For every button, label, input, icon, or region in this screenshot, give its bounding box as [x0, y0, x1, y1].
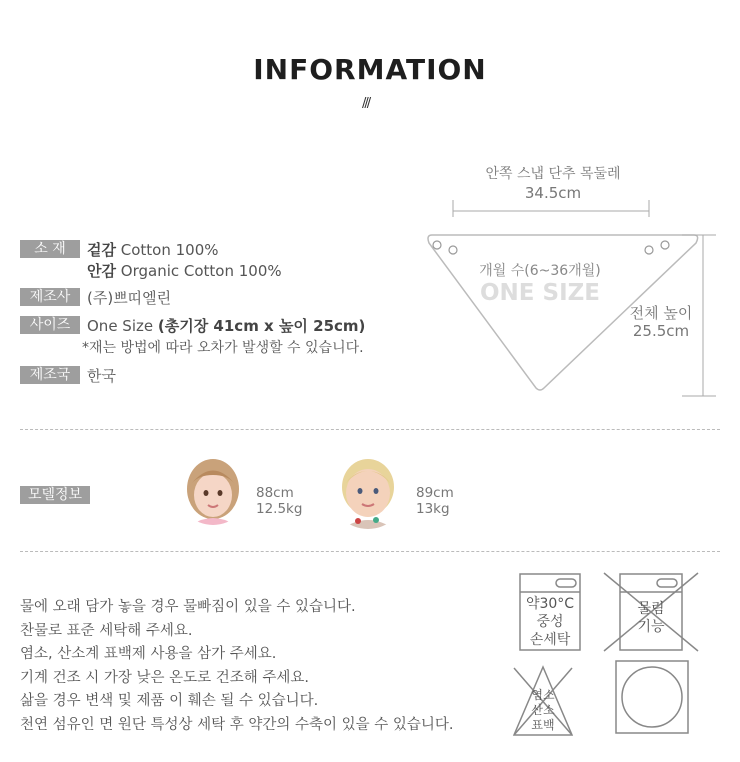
no-bleach-label: 염소 산소 표백 [531, 688, 555, 732]
care-line: 기계 건조 시 가장 낮은 온도로 건조해 주세요. [20, 670, 309, 686]
size-note: *재는 방법에 따라 오차가 발생할 수 있습니다. [82, 340, 364, 356]
care-line: 물에 오래 담가 놓을 경우 물빠짐이 있을 수 있습니다. [20, 599, 356, 615]
section-divider-2 [20, 551, 720, 552]
diagram-height-value: 25.5cm [632, 322, 690, 340]
diagram-top-value: 34.5cm [524, 184, 582, 202]
size-detail: (총기장 41cm x 높이 25cm) [157, 317, 366, 335]
no-wring-label: 물림 기능 [637, 601, 665, 635]
hand-wash-label: 약30°C 중성 손세탁 [525, 596, 575, 648]
model-1-weight: 12.5kg [256, 501, 303, 517]
model-2-height: 89cm [416, 485, 454, 501]
size-prefix: One Size [87, 317, 158, 335]
model-2-photo [330, 453, 406, 529]
section-divider [20, 429, 720, 430]
origin-value: 한국 [87, 367, 116, 385]
inner-key: 안감 [87, 262, 116, 280]
outer-key: 겉감 [87, 241, 116, 259]
model-tag: 모델정보 [20, 486, 90, 504]
material-outer [87, 239, 219, 260]
origin-tag: 제조국 [20, 366, 80, 384]
size-tag: 사이즈 [20, 316, 80, 334]
material-inner [87, 260, 282, 281]
diagram-size-label: ONE SIZE [479, 280, 601, 306]
diagram-age-label: 개월 수(6~36개월) [479, 263, 601, 279]
size-value [87, 315, 365, 336]
model-1-photo [177, 453, 249, 525]
care-line: 찬물로 표준 세탁해 주세요. [20, 623, 193, 639]
diagram-height-label: 전체 높이 [629, 304, 693, 322]
outer-value: Cotton 100% [120, 241, 219, 259]
care-line: 염소, 산소계 표백제 사용을 삼가 주세요. [20, 646, 277, 662]
title-divider: /// [362, 96, 370, 111]
material-tag: 소 재 [20, 240, 80, 258]
model-1-info [256, 485, 302, 517]
manufacturer-tag: 제조사 [20, 288, 80, 306]
care-line: 천연 섬유인 면 원단 특성상 세탁 후 약간의 수축이 있을 수 있습니다. [20, 717, 454, 733]
model-2-weight: 13kg [416, 501, 450, 517]
model-2-info [416, 485, 454, 517]
inner-value: Organic Cotton 100% [120, 262, 282, 280]
care-line: 삶을 경우 변색 및 제품 이 훼손 될 수 있습니다. [20, 693, 319, 709]
diagram-top-label: 안쪽 스냅 단추 목둘레 [485, 166, 621, 182]
tumble-dry-icon [615, 660, 689, 734]
model-1-height: 88cm [256, 485, 294, 501]
page-title: INFORMATION [253, 53, 487, 86]
manufacturer-value: (주)쁘띠엘린 [87, 289, 172, 307]
